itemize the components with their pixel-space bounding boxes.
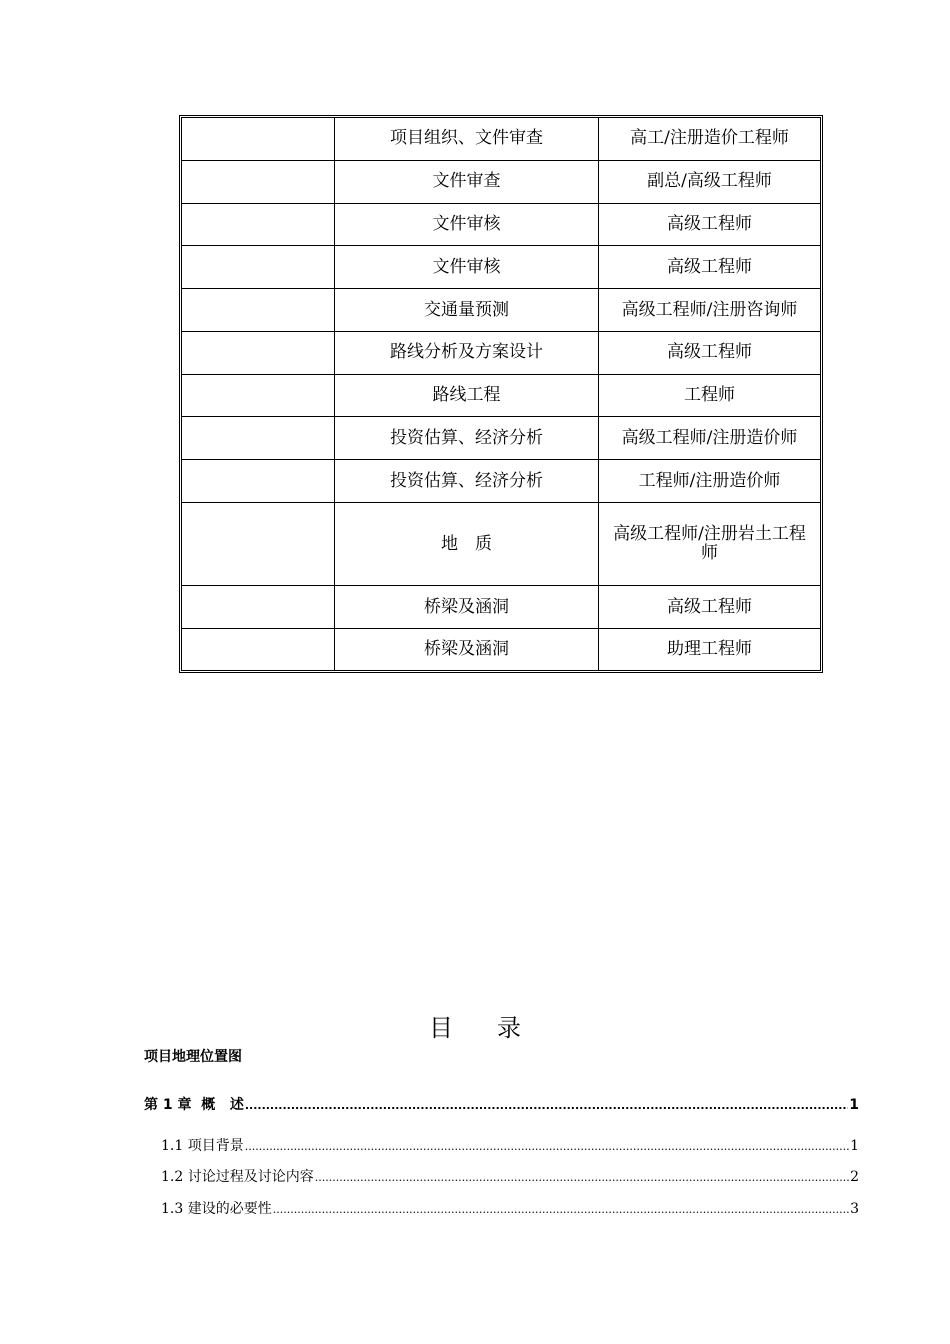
- toc-entry-chapter-1[interactable]: [144, 1094, 859, 1114]
- staff-table-row: [182, 161, 820, 204]
- staff-task-cell: 桥梁及涵洞: [335, 586, 599, 629]
- staff-table-row: [182, 118, 820, 161]
- staff-table-row: [182, 375, 820, 418]
- staff-task-cell: 投资估算、经济分析: [335, 460, 599, 503]
- staff-table: [179, 115, 823, 673]
- toc-title: 目录: [429, 1014, 565, 1042]
- toc-entry-label: 1.1 项目背景: [161, 1138, 244, 1154]
- staff-task-cell: 文件审核: [335, 246, 599, 289]
- toc-leader-dots: [273, 1201, 849, 1217]
- staff-name-cell: [182, 375, 335, 418]
- staff-task-cell: 路线分析及方案设计: [335, 332, 599, 375]
- staff-table-row: [182, 417, 820, 460]
- toc-entry-section-1-2[interactable]: [161, 1166, 859, 1186]
- staff-name-cell: [182, 503, 335, 586]
- toc-leader-dots: [245, 1138, 849, 1154]
- staff-title-cell: 高级工程师/注册咨询师: [599, 289, 820, 332]
- staff-table-row: [182, 503, 820, 586]
- staff-table-row: [182, 289, 820, 332]
- staff-name-cell: [182, 629, 335, 670]
- staff-table-row: [182, 246, 820, 289]
- toc-entry-page: 1: [850, 1138, 859, 1154]
- staff-name-cell: [182, 460, 335, 503]
- staff-title-cell: 助理工程师: [667, 639, 752, 660]
- staff-table-body: [182, 118, 820, 670]
- staff-table-row: [182, 460, 820, 503]
- staff-title-cell: 高级工程师/注册岩土工程师: [599, 503, 820, 586]
- staff-task-cell: 投资估算、经济分析: [335, 417, 599, 460]
- staff-name-cell: [182, 204, 335, 247]
- staff-title-cell: 高级工程师: [599, 586, 820, 629]
- staff-name-cell: [182, 161, 335, 204]
- staff-title-cell: 高级工程师: [599, 332, 820, 375]
- staff-table-row: [182, 332, 820, 375]
- staff-task-cell: 路线工程: [335, 375, 599, 418]
- staff-task-cell: 文件审核: [335, 204, 599, 247]
- staff-task-cell: 地 质: [335, 503, 599, 586]
- staff-title-cell: 工程师: [599, 375, 820, 418]
- staff-title-cell: 高级工程师: [599, 246, 820, 289]
- toc-entry-section-1-1[interactable]: [161, 1135, 859, 1155]
- staff-name-cell: [182, 332, 335, 375]
- map-heading: 项目地理位置图: [144, 1049, 242, 1065]
- staff-title-cell: 工程师/注册造价师: [599, 460, 820, 503]
- staff-title-cell: 高级工程师: [599, 204, 820, 247]
- staff-task-cell: 文件审查: [335, 161, 599, 204]
- toc-entry-page: 1: [849, 1097, 859, 1113]
- staff-table-row: [182, 586, 820, 629]
- staff-table-row: [182, 629, 820, 670]
- toc-entry-label: 第 1 章 概 述: [144, 1097, 244, 1113]
- toc-leader-dots: [315, 1169, 849, 1185]
- toc-leader-dots: [245, 1097, 848, 1113]
- staff-task-cell: 交通量预测: [335, 289, 599, 332]
- staff-name-cell: [182, 586, 335, 629]
- staff-title-cell: 高级工程师/注册造价师: [599, 417, 820, 460]
- toc-entry-page: 3: [850, 1201, 859, 1217]
- toc-entry-label: 1.3 建设的必要性: [161, 1201, 272, 1217]
- staff-task-cell: 项目组织、文件审查: [335, 118, 599, 161]
- staff-task-cell: 桥梁及涵洞: [335, 629, 599, 670]
- toc-entry-page: 2: [850, 1169, 859, 1185]
- staff-name-cell: [182, 118, 335, 161]
- staff-title-cell: 副总/高级工程师: [599, 161, 820, 204]
- staff-name-cell: [182, 417, 335, 460]
- toc-entry-label: 1.2 讨论过程及讨论内容: [161, 1169, 314, 1185]
- staff-name-cell: [182, 289, 335, 332]
- staff-name-cell: [182, 246, 335, 289]
- toc-entry-section-1-3[interactable]: [161, 1198, 859, 1218]
- staff-title-cell: 高工/注册造价工程师: [599, 118, 820, 161]
- staff-table-row: [182, 204, 820, 247]
